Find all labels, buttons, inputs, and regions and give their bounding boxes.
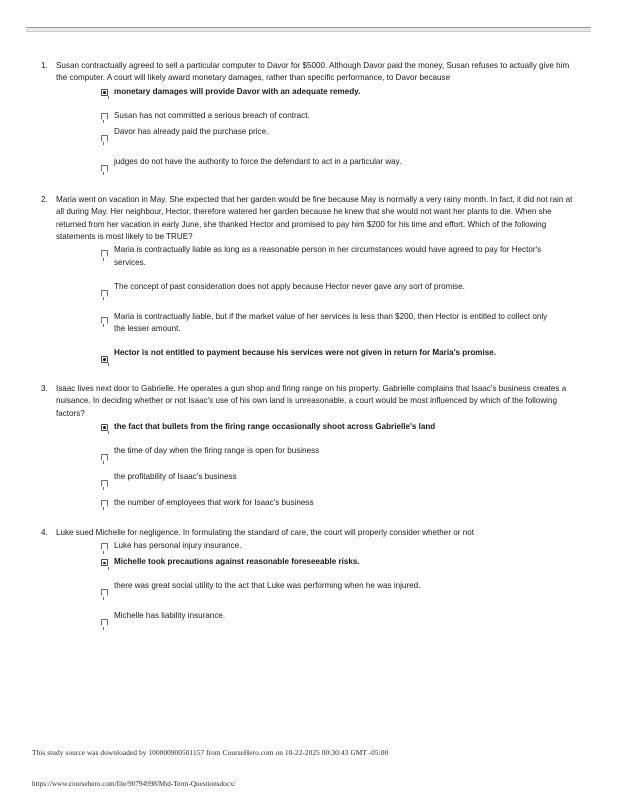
option-label: Hector is not entitled to payment because his services were not given in return for Maria's promise. <box>114 347 496 357</box>
radio-unselected-icon[interactable] <box>100 163 114 175</box>
option-group <box>30 540 587 629</box>
option-label: there was great social utility to the act that Luke was performing when he was injured. <box>114 581 421 591</box>
question-heading <box>30 383 587 420</box>
download-notice: This study source was downloaded by 100000900501157 from CourseHero.com on 10-22-2025 00:30:43 GMT -05:00 <box>32 748 389 757</box>
option-label: Maria is contractually liable, but if the market value of her services is less than $200, then Hector is entitled to collect only the lesser amount. <box>114 311 548 334</box>
radio-selected-icon[interactable] <box>100 422 114 434</box>
question-number: 4. <box>41 528 48 538</box>
option-row[interactable] <box>100 445 587 464</box>
option-label: Michelle took precautions against reasonable foreseeable risks. <box>114 557 360 567</box>
question-list <box>0 60 617 638</box>
radio-unselected-icon[interactable] <box>100 288 114 300</box>
option-row[interactable] <box>100 610 587 629</box>
question-number: 1. <box>41 61 48 70</box>
question-heading <box>30 527 587 539</box>
option-label: Susan has not committed a serious breach of contract. <box>114 110 310 120</box>
radio-unselected-icon[interactable] <box>100 111 114 123</box>
option-row[interactable] <box>100 110 587 123</box>
question-heading <box>30 60 587 85</box>
radio-unselected-icon[interactable] <box>100 452 114 464</box>
radio-unselected-icon[interactable] <box>100 617 114 629</box>
option-label: Maria is contractually liable as long as a reasonable person in her circumstances would have agreed to pay for Hector's services. <box>114 245 542 268</box>
option-label: judges do not have the authority to force the defendant to act in a particular way. <box>114 156 402 166</box>
option-label: the number of employees that work for Isaac's business <box>114 498 314 508</box>
option-row[interactable] <box>100 540 587 553</box>
radio-unselected-icon[interactable] <box>100 315 114 327</box>
question-item <box>30 60 587 175</box>
question-item <box>30 383 587 510</box>
option-row[interactable] <box>100 497 587 510</box>
option-group <box>30 86 587 175</box>
question-item <box>30 527 587 629</box>
radio-selected-icon[interactable] <box>100 557 114 569</box>
option-label: the profitability of Isaac's business <box>114 472 237 482</box>
option-row[interactable] <box>100 244 587 269</box>
question-number: 3. <box>41 383 48 393</box>
option-group <box>30 421 587 510</box>
header-divider <box>26 27 591 32</box>
radio-unselected-icon[interactable] <box>100 498 114 510</box>
radio-unselected-icon[interactable] <box>100 133 114 145</box>
question-heading <box>30 194 587 244</box>
radio-selected-icon[interactable] <box>100 354 114 366</box>
option-row[interactable] <box>100 580 587 599</box>
radio-unselected-icon[interactable] <box>100 541 114 553</box>
question-stem: Isaac lives next door to Gabrielle. He operates a gun shop and firing range on his property. Gabrielle complains that Isaac's business creates a nuisance. In deciding whether or not Isaac's use of his own land is unreasonable, a court would be most influenced by which of the following factors? <box>56 383 567 418</box>
option-row[interactable] <box>100 471 587 490</box>
option-row[interactable] <box>100 421 587 434</box>
option-label: Davor has already paid the purchase price. <box>114 126 269 136</box>
option-group <box>30 244 587 365</box>
question-stem: Susan contractually agreed to sell a particular computer to Davor for $5000. Although Davor paid the money, Susan refuses to actually give him the computer. A court will likely award monetary damages, rather than specific performance, to Davor because <box>56 61 570 83</box>
option-label: Michelle has liability insurance. <box>114 611 226 621</box>
option-label: Luke has personal injury insurance. <box>114 541 242 551</box>
option-label: the time of day when the firing range is open for business <box>114 446 320 456</box>
option-row[interactable] <box>100 86 587 99</box>
option-row[interactable] <box>100 126 587 145</box>
question-item <box>30 194 587 366</box>
option-row[interactable] <box>100 556 587 569</box>
option-row[interactable] <box>100 156 587 175</box>
source-url[interactable]: https://www.coursehero.com/file/90794998/Mid-Term-Questionsdocx/ <box>32 780 236 788</box>
option-label: the fact that bullets from the firing range occasionally shoot across Gabrielle's land <box>114 422 436 432</box>
option-row[interactable] <box>100 347 587 366</box>
radio-unselected-icon[interactable] <box>100 478 114 490</box>
question-number: 2. <box>41 194 48 204</box>
option-row[interactable] <box>100 311 587 336</box>
option-row[interactable] <box>100 281 587 300</box>
question-stem: Luke sued Michelle for negligence. In formulating the standard of care, the court will properly consider whether or not <box>56 528 474 538</box>
question-stem: Maria went on vacation in May. She expected that her garden would be fine because May is normally a very rainy month. In fact, it did not rain at all during May. Her neighbour, Hector, therefore watered her garden because he knew that she would not want her plants to die. When she returned from her vacation in early June, she thanked Hector and promised to pay him $200 for his time and effort. Which of the following statements is most likely to be TRUE? <box>56 194 573 242</box>
radio-unselected-icon[interactable] <box>100 248 114 260</box>
option-label: monetary damages will provide Davor with an adequate remedy. <box>114 86 361 96</box>
option-label: The concept of past consideration does not apply because Hector never gave any sort of promise. <box>114 281 465 291</box>
radio-selected-icon[interactable] <box>100 87 114 99</box>
radio-unselected-icon[interactable] <box>100 587 114 599</box>
